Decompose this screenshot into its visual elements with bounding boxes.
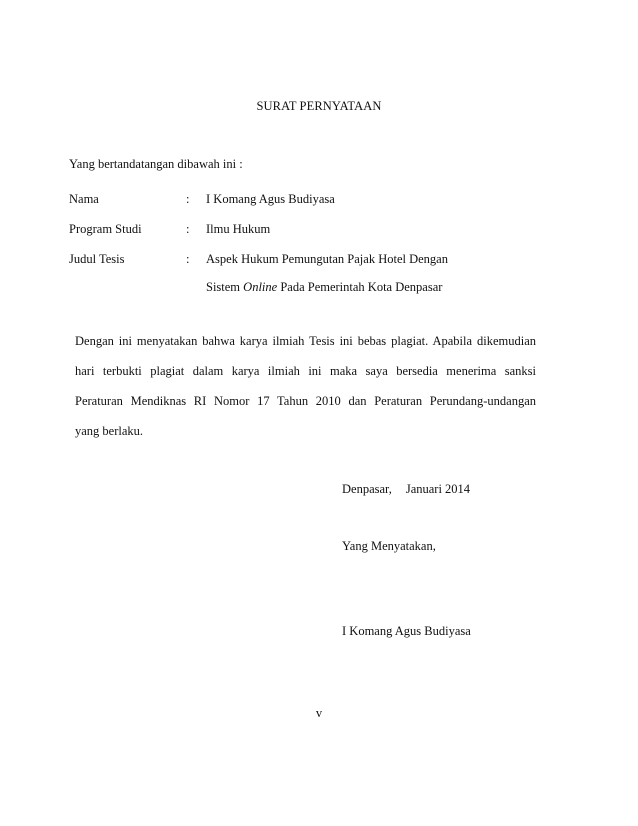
field-row-nama xyxy=(69,192,569,210)
field-label: Judul Tesis xyxy=(69,252,125,266)
signature-name: I Komang Agus Budiyasa xyxy=(342,624,471,638)
thesis-title-text: Sistem xyxy=(206,280,244,294)
field-row-judul-tesis xyxy=(69,252,569,270)
signature-declarant-label: Yang Menyatakan, xyxy=(342,539,436,553)
field-row-program-studi xyxy=(69,222,569,240)
field-separator: : xyxy=(186,222,190,236)
thesis-title-continuation xyxy=(206,280,442,295)
field-label: Program Studi xyxy=(69,222,142,236)
document-title: SURAT PERNYATAAN xyxy=(256,99,382,113)
field-separator: : xyxy=(186,252,190,266)
thesis-title-italic: Online xyxy=(243,280,278,294)
thesis-title-text: Pada Pemerintah Kota Denpasar xyxy=(277,280,443,294)
field-label: Nama xyxy=(69,192,99,206)
signature-place-date xyxy=(342,482,470,497)
page-number: v xyxy=(315,706,323,720)
statement-line: Peraturan Mendiknas RI Nomor 17 Tahun 2010 dan Peraturan Perundang-undangan xyxy=(75,394,536,408)
field-value: Ilmu Hukum xyxy=(206,222,271,236)
statement-line: Dengan ini menyatakan bahwa karya ilmiah Tesis ini bebas plagiat. Apabila dikemudian xyxy=(75,334,536,348)
signature-date: Januari 2014 xyxy=(405,482,471,496)
statement-line: hari terbukti plagiat dalam karya ilmiah ini maka saya bersedia menerima sanksi xyxy=(75,364,536,378)
statement-line: yang berlaku. xyxy=(75,424,144,438)
signature-place: Denpasar, xyxy=(342,482,392,496)
field-value: Aspek Hukum Pemungutan Pajak Hotel Dengan xyxy=(206,252,448,266)
field-separator: : xyxy=(186,192,190,206)
field-value: I Komang Agus Budiyasa xyxy=(206,192,335,206)
intro-text: Yang bertandatangan dibawah ini : xyxy=(69,157,243,171)
